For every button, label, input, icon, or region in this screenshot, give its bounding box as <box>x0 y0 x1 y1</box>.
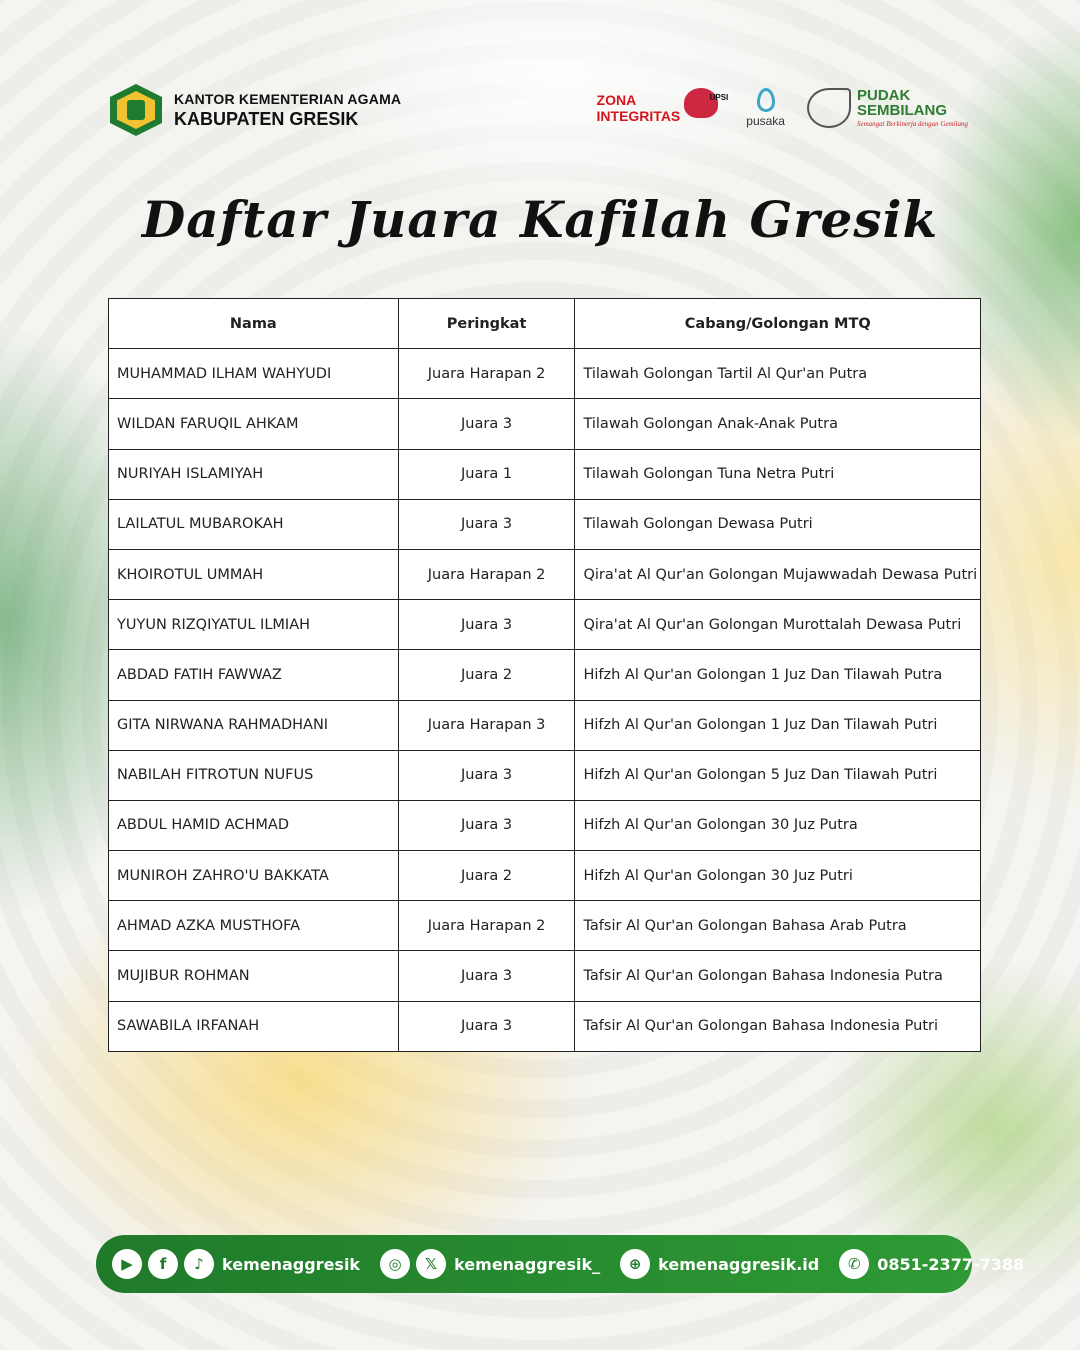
header-nama: Nama <box>109 299 399 349</box>
table-row <box>109 750 981 800</box>
header-peringkat: Peringkat <box>398 299 575 349</box>
cell-nama: ABDAD FATIH FAWWAZ <box>109 650 399 700</box>
facebook-icon[interactable]: f <box>148 1249 178 1279</box>
cell-cabang: Tafsir Al Qur'an Golongan Bahasa Indonesia Putri <box>575 1001 981 1051</box>
social-handle-2[interactable]: kemenaggresik_ <box>454 1254 601 1274</box>
social-footer <box>96 1235 1025 1293</box>
zona-tag: UPSI <box>709 93 729 102</box>
youtube-icon[interactable]: ▶ <box>112 1249 142 1279</box>
cell-peringkat: Juara Harapan 3 <box>398 700 575 750</box>
social-group-1 <box>112 1249 360 1279</box>
cell-nama: NURIYAH ISLAMIYAH <box>109 449 399 499</box>
cell-peringkat: Juara 3 <box>398 750 575 800</box>
cell-cabang: Hifzh Al Qur'an Golongan 30 Juz Putra <box>575 800 981 850</box>
cell-cabang: Qira'at Al Qur'an Golongan Murottalah Dewasa Putri <box>575 600 981 650</box>
partner-logos <box>597 88 968 128</box>
cell-peringkat: Juara Harapan 2 <box>398 901 575 951</box>
whatsapp-icon[interactable]: ✆ <box>839 1249 869 1279</box>
cell-nama: WILDAN FARUQIL AHKAM <box>109 399 399 449</box>
pusaka-logo <box>746 88 785 128</box>
cell-nama: MUNIROH ZAHRO'U BAKKATA <box>109 851 399 901</box>
table-row <box>109 1001 981 1051</box>
cell-nama: MUHAMMAD ILHAM WAHYUDI <box>109 349 399 399</box>
zona-line-1: ZONA <box>596 92 637 108</box>
cell-cabang: Tafsir Al Qur'an Golongan Bahasa Indonesia Putra <box>575 951 981 1001</box>
table-row <box>109 449 981 499</box>
cell-nama: YUYUN RIZQIYATUL ILMIAH <box>109 600 399 650</box>
cell-cabang: Tafsir Al Qur'an Golongan Bahasa Arab Putra <box>575 901 981 951</box>
cell-cabang: Qira'at Al Qur'an Golongan Mujawwadah Dewasa Putri <box>575 549 981 599</box>
pudak-tagline: Semangat Berkinerja dengan Gemilang <box>856 120 968 128</box>
phone-group <box>839 1249 1024 1279</box>
zona-line-2: INTEGRITAS <box>596 108 681 124</box>
drop-icon <box>757 88 775 112</box>
cell-peringkat: Juara 3 <box>398 399 575 449</box>
table-row <box>109 951 981 1001</box>
cell-peringkat: Juara 2 <box>398 851 575 901</box>
table-row <box>109 901 981 951</box>
cell-peringkat: Juara Harapan 2 <box>398 349 575 399</box>
cell-peringkat: Juara 1 <box>398 449 575 499</box>
cell-nama: KHOIROTUL UMMAH <box>109 549 399 599</box>
zona-integritas-logo <box>596 92 729 124</box>
cell-cabang: Hifzh Al Qur'an Golongan 30 Juz Putri <box>575 851 981 901</box>
instagram-icon[interactable]: ◎ <box>380 1249 410 1279</box>
social-group-2 <box>380 1249 600 1279</box>
cell-cabang: Tilawah Golongan Dewasa Putri <box>575 499 981 549</box>
cell-nama: MUJIBUR ROHMAN <box>109 951 399 1001</box>
org-line-1: KANTOR KEMENTERIAN AGAMA <box>174 90 402 107</box>
pudak-sembilang-logo <box>807 88 968 128</box>
table-header-row <box>109 299 981 349</box>
website-link[interactable]: kemenaggresik.id <box>658 1254 820 1274</box>
cell-cabang: Tilawah Golongan Anak-Anak Putra <box>575 399 981 449</box>
org-line-2: KABUPATEN GRESIK <box>174 108 359 129</box>
globe-icon[interactable]: ⊕ <box>620 1249 650 1279</box>
table-row <box>109 700 981 750</box>
cell-cabang: Tilawah Golongan Tuna Netra Putri <box>575 449 981 499</box>
cell-peringkat: Juara 3 <box>398 800 575 850</box>
x-icon[interactable]: 𝕏 <box>416 1249 446 1279</box>
header-cabang: Cabang/Golongan MTQ <box>575 299 981 349</box>
table-row <box>109 499 981 549</box>
winners-table <box>108 298 981 1052</box>
pusaka-label: pusaka <box>746 114 785 128</box>
table-row <box>109 549 981 599</box>
header-org <box>110 84 401 136</box>
cell-peringkat: Juara 3 <box>398 600 575 650</box>
phone-number[interactable]: 0851-2377-7388 <box>877 1254 1025 1274</box>
bird-icon <box>807 88 851 128</box>
org-name <box>174 91 401 130</box>
seal-logo-icon <box>110 84 162 136</box>
pudak-line-1: PUDAK <box>856 87 911 104</box>
cell-peringkat: Juara 2 <box>398 650 575 700</box>
cell-cabang: Hifzh Al Qur'an Golongan 1 Juz Dan Tilawah Putri <box>575 700 981 750</box>
cell-peringkat: Juara 3 <box>398 951 575 1001</box>
table-row <box>109 800 981 850</box>
cell-nama: ABDUL HAMID ACHMAD <box>109 800 399 850</box>
table-row <box>109 650 981 700</box>
cell-nama: NABILAH FITROTUN NUFUS <box>109 750 399 800</box>
cell-cabang: Hifzh Al Qur'an Golongan 5 Juz Dan Tilawah Putri <box>575 750 981 800</box>
cell-nama: SAWABILA IRFANAH <box>109 1001 399 1051</box>
tiktok-icon[interactable]: ♪ <box>184 1249 214 1279</box>
table-row <box>109 600 981 650</box>
cell-cabang: Hifzh Al Qur'an Golongan 1 Juz Dan Tilawah Putra <box>575 650 981 700</box>
table-row <box>109 851 981 901</box>
cell-nama: LAILATUL MUBAROKAH <box>109 499 399 549</box>
table-row <box>109 399 981 449</box>
cell-peringkat: Juara Harapan 2 <box>398 549 575 599</box>
website-group <box>620 1249 819 1279</box>
pudak-line-2: SEMBILANG <box>856 102 947 119</box>
cell-cabang: Tilawah Golongan Tartil Al Qur'an Putra <box>575 349 981 399</box>
cell-peringkat: Juara 3 <box>398 1001 575 1051</box>
cell-nama: GITA NIRWANA RAHMADHANI <box>109 700 399 750</box>
page-title: Daftar Juara Kafilah Gresik <box>141 190 939 249</box>
social-handle-1[interactable]: kemenaggresik <box>222 1254 361 1274</box>
cell-peringkat: Juara 3 <box>398 499 575 549</box>
cell-nama: AHMAD AZKA MUSTHOFA <box>109 901 399 951</box>
table-row <box>109 349 981 399</box>
